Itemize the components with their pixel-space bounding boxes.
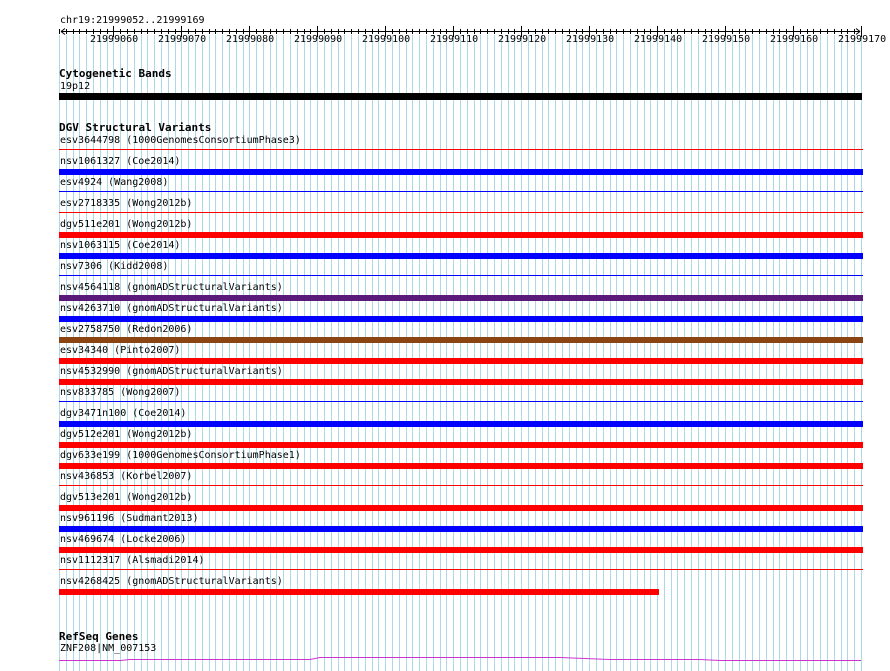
- dgv-variant-feature[interactable]: [59, 569, 863, 570]
- ruler-tick-label: 21999150: [702, 34, 751, 45]
- ruler-tick-label: 21999160: [770, 34, 819, 45]
- dgv-variant-label: nsv1061327 (Coe2014): [60, 156, 181, 167]
- ruler-tick-label: 21999060: [90, 34, 139, 45]
- ruler-tick-label: 21999100: [362, 34, 411, 45]
- dgv-variant-feature[interactable]: [59, 358, 863, 364]
- dgv-variant-label: esv2718335 (Wong2012b): [60, 198, 193, 209]
- dgv-variant-label: nsv7306 (Kidd2008): [60, 261, 169, 272]
- dgv-variant-feature[interactable]: [59, 275, 863, 276]
- dgv-variant-label: nsv1063115 (Coe2014): [60, 240, 181, 251]
- ruler-tick-label: 21999110: [430, 34, 479, 45]
- dgv-variant-feature[interactable]: [59, 505, 863, 511]
- ruler-tick-label: 21999170: [838, 34, 887, 45]
- ruler-tick-label: 21999140: [634, 34, 683, 45]
- dgv-variant-label: dgv633e199 (1000GenomesConsortiumPhase1): [60, 450, 301, 461]
- ruler-tick-label: 21999070: [158, 34, 207, 45]
- ruler-tick-label: 21999090: [294, 34, 343, 45]
- dgv-variant-feature[interactable]: [59, 191, 863, 192]
- ruler-tick-label: 21999130: [566, 34, 615, 45]
- dgv-variant-label: dgv3471n100 (Coe2014): [60, 408, 187, 419]
- dgv-variant-feature[interactable]: [59, 485, 863, 486]
- dgv-variant-label: nsv4263710 (gnomADStructuralVariants): [60, 303, 283, 314]
- refseq-track-title: RefSeq Genes: [59, 630, 139, 643]
- dgv-variant-label: nsv4268425 (gnomADStructuralVariants): [60, 576, 283, 587]
- refseq-gene-model[interactable]: [0, 650, 890, 671]
- dgv-variant-label: nsv4564118 (gnomADStructuralVariants): [60, 282, 283, 293]
- ruler-tick-label: 21999120: [498, 34, 547, 45]
- dgv-variant-feature[interactable]: [59, 589, 659, 595]
- dgv-variant-label: esv4924 (Wang2008): [60, 177, 169, 188]
- ruler-tick-label: 21999080: [226, 34, 275, 45]
- dgv-variant-label: dgv512e201 (Wong2012b): [60, 429, 193, 440]
- dgv-variant-label: nsv436853 (Korbel2007): [60, 471, 193, 482]
- dgv-variant-label: dgv511e201 (Wong2012b): [60, 219, 193, 230]
- dgv-variant-label: nsv961196 (Sudmant2013): [60, 513, 199, 524]
- dgv-variant-feature[interactable]: [59, 253, 863, 259]
- refseq-gene-label: ZNF208|NM_007153: [60, 643, 157, 654]
- dgv-variant-feature[interactable]: [59, 379, 863, 385]
- dgv-variant-label: nsv833785 (Wong2007): [60, 387, 181, 398]
- dgv-track-title: DGV Structural Variants: [59, 121, 212, 134]
- dgv-variant-feature[interactable]: [59, 316, 863, 322]
- dgv-variant-label: esv3644798 (1000GenomesConsortiumPhase3): [60, 135, 301, 146]
- dgv-variant-feature[interactable]: [59, 526, 863, 532]
- dgv-variant-label: nsv4532990 (gnomADStructuralVariants): [60, 366, 283, 377]
- refseq-gene-line[interactable]: [59, 658, 861, 661]
- dgv-variant-label: nsv469674 (Locke2006): [60, 534, 187, 545]
- location-readout: chr19:21999052..21999169: [60, 15, 205, 26]
- dgv-variant-feature[interactable]: [59, 212, 863, 213]
- dgv-variant-feature[interactable]: [59, 401, 863, 402]
- dgv-variant-feature[interactable]: [59, 547, 863, 553]
- dgv-variant-label: esv2758750 (Redon2006): [60, 324, 193, 335]
- cytoband-track-title: Cytogenetic Bands: [59, 67, 172, 80]
- cytoband-bar[interactable]: [59, 93, 862, 100]
- dgv-variant-feature[interactable]: [59, 421, 863, 427]
- dgv-variant-feature[interactable]: [59, 169, 863, 175]
- dgv-variant-feature[interactable]: [59, 463, 863, 469]
- cytoband-label: 19p12: [60, 81, 91, 92]
- dgv-variant-label: nsv1112317 (Alsmadi2014): [60, 555, 205, 566]
- dgv-variant-label: esv34340 (Pinto2007): [60, 345, 181, 356]
- dgv-variant-feature[interactable]: [59, 149, 863, 150]
- dgv-variant-feature[interactable]: [59, 232, 863, 238]
- dgv-variant-feature[interactable]: [59, 442, 863, 448]
- dgv-variant-label: dgv513e201 (Wong2012b): [60, 492, 193, 503]
- dgv-variant-feature[interactable]: [59, 337, 863, 343]
- dgv-variant-feature[interactable]: [59, 295, 863, 301]
